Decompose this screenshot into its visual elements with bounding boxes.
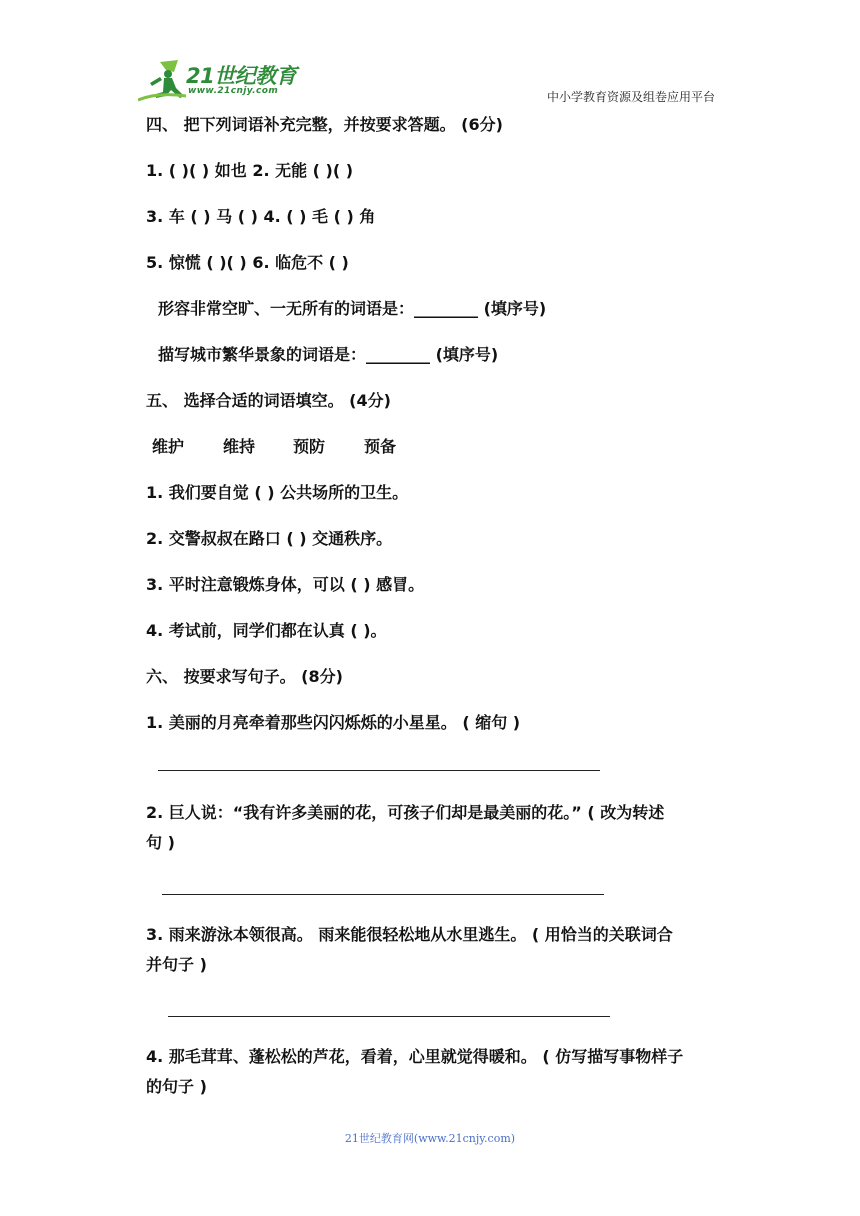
section6-question2-line1: 2. 巨人说：“我有许多美丽的花，可孩子们却是最美丽的花。” ( 改为转述 [146, 803, 665, 822]
section6-question4-line1: 4. 那毛茸茸、蓬松松的芦花，看着，心里就觉得暖和。 ( 仿写描写事物样子 [146, 1047, 684, 1066]
section6-question4-line2: 的句子 ) [146, 1077, 207, 1096]
section5-item-2: 2. 交警叔叔在路口 ( ) 交通秩序。 [146, 529, 393, 548]
section4-question2: 描写城市繁华景象的词语是：________ (填序号) [158, 345, 499, 364]
section5-item-3: 3. 平时注意锻炼身体，可以 ( ) 感冒。 [146, 575, 425, 594]
section4-row3: 5. 惊慌 ( )( ) 6. 临危不 ( ) [146, 253, 349, 272]
word-option-2: 维持 [223, 437, 256, 456]
section4-question1: 形容非常空旷、一无所有的词语是：________ (填序号) [158, 299, 547, 318]
section4-row2: 3. 车 ( ) 马 ( ) 4. ( ) 毛 ( ) 角 [146, 207, 376, 226]
brand-logo-url: www.21cnjy.com [188, 86, 279, 96]
section5-item-1: 1. 我们要自觉 ( ) 公共场所的卫生。 [146, 483, 409, 502]
word-option-1: 维护 [152, 437, 185, 456]
word-option-3: 预防 [293, 437, 326, 456]
section4-row1: 1. ( )( ) 如也 2. 无能 ( )( ) [146, 161, 354, 180]
answer-line-2[interactable] [162, 894, 604, 895]
footer-source: 21世纪教育网(www.21cnjy.com) [344, 1132, 516, 1145]
section5-item-4: 4. 考试前，同学们都在认真 ( )。 [146, 621, 387, 640]
word-option-4: 预备 [364, 437, 397, 456]
section5-title: 五、 选择合适的词语填空。 (4分) [146, 391, 391, 410]
brand-logo-text: 21世纪教育 [186, 64, 297, 88]
section6-question2-line2: 句 ) [146, 833, 175, 852]
section6-question1: 1. 美丽的月亮牵着那些闪闪烁烁的小星星。 ( 缩句 ) [146, 713, 521, 732]
section6-question3-line2: 并句子 ) [146, 955, 207, 974]
section4-title: 四、 把下列词语补充完整，并按要求答题。 (6分) [146, 115, 503, 134]
platform-tagline: 中小学教育资源及组卷应用平台 [546, 90, 715, 104]
answer-line-1[interactable] [158, 770, 600, 771]
answer-line-3[interactable] [168, 1016, 610, 1017]
section6-question3-line1: 3. 雨来游泳本领很高。 雨来能很轻松地从水里逃生。 ( 用恰当的关联词合 [146, 925, 673, 944]
section6-title: 六、 按要求写句子。 (8分) [146, 667, 343, 686]
